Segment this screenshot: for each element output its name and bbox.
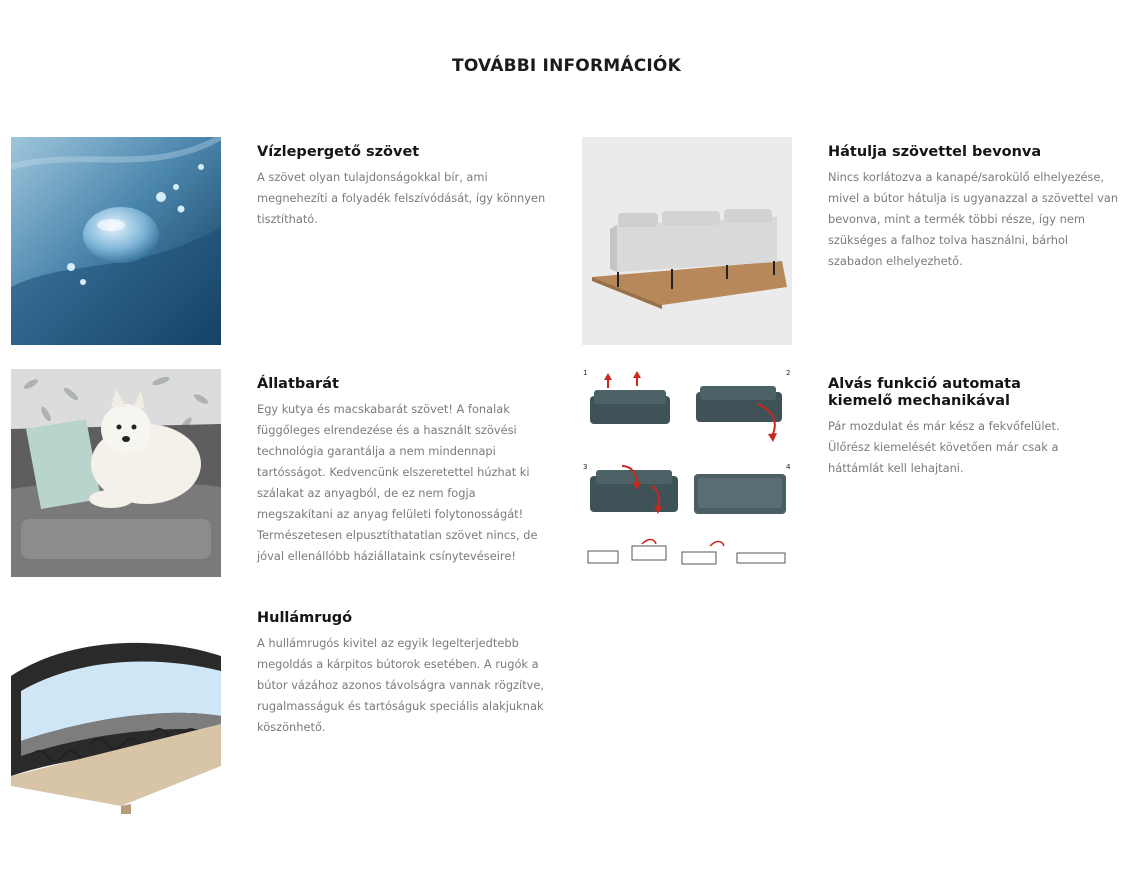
feature-title: Hullámrugó (257, 610, 353, 626)
step-number: 4 (786, 463, 791, 471)
feature-text (257, 376, 553, 567)
feature-text (257, 144, 549, 230)
section-title: TOVÁBBI INFORMÁCIÓK (452, 56, 681, 76)
feature-description: A szövet olyan tulajdonságokkal bír, ami megnehezíti a folyadék felszívódását, így könnyen tisztítható. (257, 170, 546, 226)
feature-text (828, 376, 1090, 479)
step-number: 1 (583, 369, 588, 377)
feature-title: Állatbarát (257, 376, 339, 392)
feature-text (828, 144, 1124, 272)
feature-title: Alvás funkció automata kiemelő mechanikával (828, 376, 1021, 409)
pet-friendly-dog-icon (11, 369, 221, 577)
feature-text (257, 610, 549, 738)
wave-spring-cross-section-icon (11, 606, 221, 814)
sofa-fabric-back-icon (582, 137, 792, 345)
step-number: 3 (583, 463, 588, 471)
step-number: 2 (786, 369, 791, 377)
feature-title: Vízlepergető szövet (257, 144, 420, 160)
feature-description: A hullámrugós kivitel az egyik legelterjedtebb megoldás a kárpitos bútorok esetében. A rugók a bútor vázához azonos távolságra vannak rögzítve, rugalmasságuk és tartóságuk speciális alakjuknak köszönhető. (257, 636, 545, 734)
sleep-function-steps-icon (582, 366, 792, 574)
feature-title: Hátulja szövettel bevonva (828, 144, 1042, 160)
water-repellent-fabric-icon (11, 137, 221, 345)
feature-description: Egy kutya és macskabarát szövet! A fonalak függőleges elrendezése és a használt szövési technológia garantálja a nem mindennapi tartósságot. Kedvencünk elszeretettel húzhat ki szálakat az anyagból, de ez nem fogja megszakítani az anyag felületi folytonosságát! Természetesen elpusztíthatatlan szövet nincs, de jóval ellenállóbb háziállataink csínytevéseire! (257, 402, 538, 563)
feature-description: Pár mozdulat és már kész a fekvőfelület. Ülőrész kiemelését követően már csak a háttámlát kell lehajtani. (828, 419, 1060, 475)
feature-description: Nincs korlátozva a kanapé/sarokülő elhelyezése, mivel a bútor hátulja is ugyanazzal a szövettel van bevonva, mint a termék többi része, így nem szükséges a falhoz tolva használni, bárhol szabadon elhelyezhető. (828, 170, 1119, 268)
